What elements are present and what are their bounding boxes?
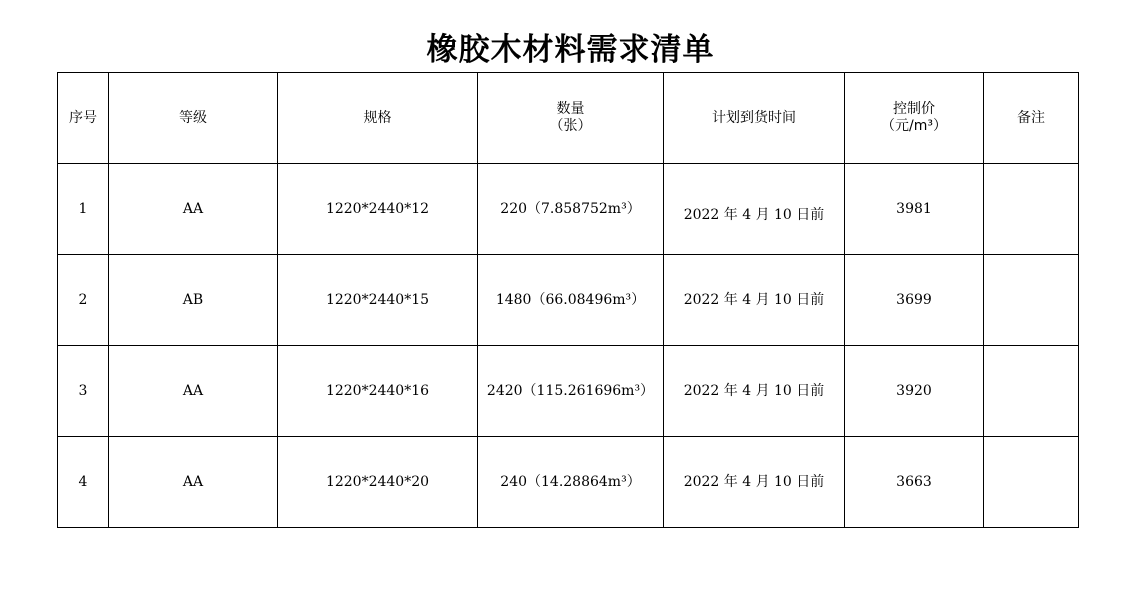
cell-quantity: 240（14.28864m³） [478, 437, 664, 528]
cell-arrival-text: 2022 年 4 月 10 日前 [683, 473, 825, 490]
cell-arrival-text: 2022 年 4 月 10 日前 [683, 291, 825, 308]
cell-no: 4 [58, 437, 109, 528]
cell-arrival-time [664, 255, 845, 346]
cell-arrival-time [664, 437, 845, 528]
header-grade: 等级 [109, 73, 278, 164]
header-remark: 备注 [984, 73, 1079, 164]
cell-quantity: 220（7.858752m³） [478, 164, 664, 255]
header-arrival-time: 计划到货时间 [664, 73, 845, 164]
cell-arrival-time [664, 164, 845, 255]
header-quantity [478, 73, 664, 164]
cell-spec: 1220*2440*16 [278, 346, 478, 437]
cell-quantity: 2420（115.261696m³） [478, 346, 664, 437]
page-title: 橡胶木材料需求清单 [426, 32, 715, 68]
header-row [58, 73, 1079, 164]
header-spec: 规格 [278, 73, 478, 164]
cell-no: 2 [58, 255, 109, 346]
header-price-unit: （元/m³） [881, 118, 947, 134]
cell-grade: AA [109, 164, 278, 255]
header-quantity-unit: （张） [549, 118, 592, 134]
cell-arrival-time [664, 346, 845, 437]
cell-arrival-text: 2022 年 4 月 10 日前 [683, 382, 825, 399]
cell-spec: 1220*2440*20 [278, 437, 478, 528]
header-no: 序号 [58, 73, 109, 164]
cell-grade: AA [109, 346, 278, 437]
cell-no: 3 [58, 346, 109, 437]
cell-spec: 1220*2440*15 [278, 255, 478, 346]
cell-grade: AB [109, 255, 278, 346]
cell-remark [984, 164, 1079, 255]
cell-spec: 1220*2440*12 [278, 164, 478, 255]
cell-control-price: 3699 [845, 255, 984, 346]
header-price-label: 控制价 [893, 101, 935, 117]
cell-control-price: 3981 [845, 164, 984, 255]
table-row [58, 164, 1079, 255]
requirements-table [57, 72, 1079, 528]
cell-control-price: 3920 [845, 346, 984, 437]
cell-no: 1 [58, 164, 109, 255]
cell-remark [984, 346, 1079, 437]
table-row [58, 346, 1079, 437]
cell-remark [984, 437, 1079, 528]
table-row [58, 437, 1079, 528]
header-control-price [845, 73, 984, 164]
cell-control-price: 3663 [845, 437, 984, 528]
cell-remark [984, 255, 1079, 346]
header-quantity-label: 数量 [556, 101, 585, 117]
cell-arrival-text: 2022 年 4 月 10 日前 [683, 206, 825, 223]
cell-grade: AA [109, 437, 278, 528]
table-row [58, 255, 1079, 346]
cell-quantity: 1480（66.08496m³） [478, 255, 664, 346]
